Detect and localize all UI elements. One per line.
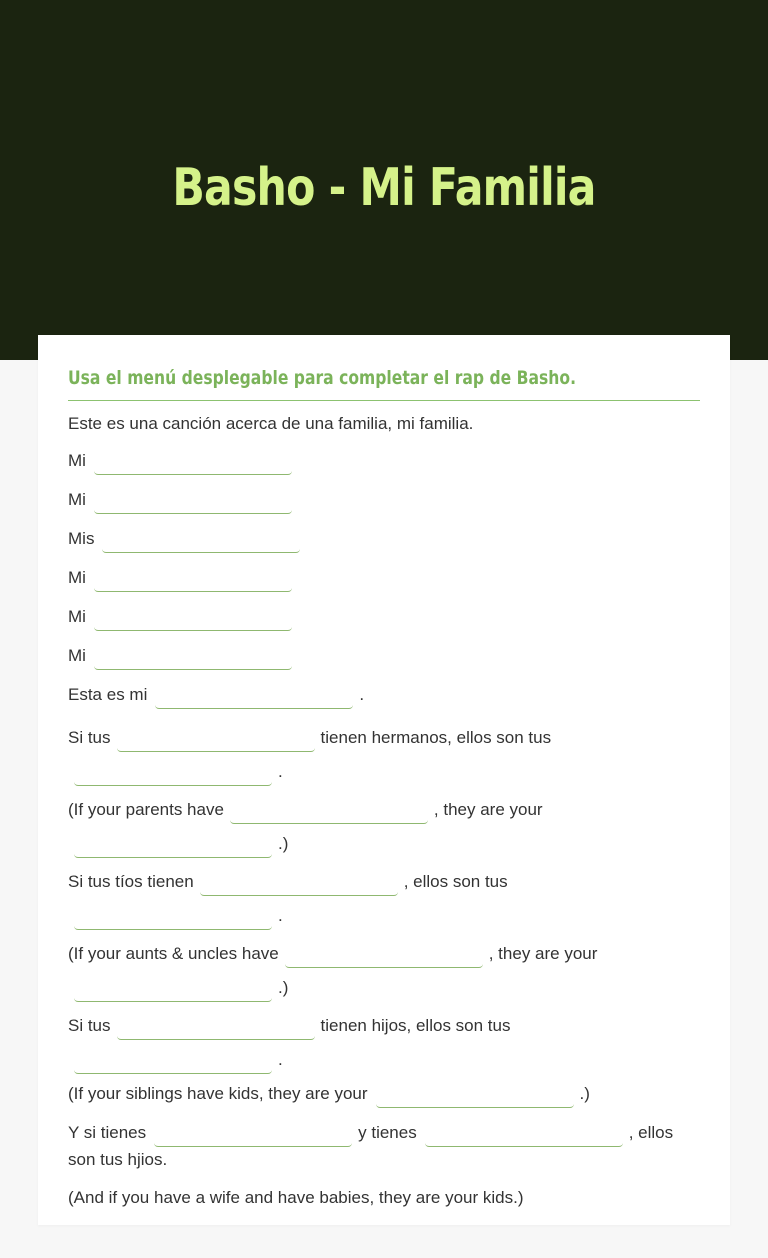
- instruction-heading: Usa el menú desplegable para completar el rap de Basho.: [68, 367, 577, 389]
- dropdown-15[interactable]: [74, 979, 272, 1002]
- dropdown-20[interactable]: [425, 1124, 623, 1147]
- lyric-if-aunts: (If your aunts & uncles have , they are your .): [68, 937, 700, 1005]
- dropdown-17[interactable]: [74, 1051, 272, 1074]
- lyric-line-1: Mi: [68, 448, 700, 475]
- dropdown-11[interactable]: [74, 835, 272, 858]
- page-title: Basho - Mi Familia: [172, 158, 596, 218]
- lyric-if-parents: (If your parents have , they are your .): [68, 793, 700, 861]
- lyric-line-3: Mis: [68, 526, 700, 553]
- lyric-si-tus-tios: Si tus tíos tienen , ellos son tus .: [68, 865, 700, 933]
- worksheet-card: [38, 335, 730, 1225]
- closing-text: (And if you have a wife and have babies, they are your kids.): [68, 1188, 524, 1207]
- dropdown-13[interactable]: [74, 907, 272, 930]
- dropdown-3[interactable]: [102, 530, 300, 553]
- dropdown-2[interactable]: [94, 491, 292, 514]
- lyric-esta-es-mi: Esta es mi .: [68, 682, 700, 709]
- lyric-line-6: Mi: [68, 643, 700, 670]
- lyric-line-5: Mi: [68, 604, 700, 631]
- dropdown-18[interactable]: [376, 1085, 574, 1108]
- dropdown-10[interactable]: [230, 801, 428, 824]
- dropdown-16[interactable]: [117, 1017, 315, 1040]
- lyric-si-tus-hermanos: Si tus tienen hermanos, ellos son tus .: [68, 721, 700, 789]
- lyric-y-si-tienes: Y si tienes y tienes , ellos son tus hjios.: [68, 1123, 674, 1169]
- dropdown-8[interactable]: [117, 729, 315, 752]
- divider: [68, 400, 700, 401]
- dropdown-6[interactable]: [94, 647, 292, 670]
- dropdown-5[interactable]: [94, 608, 292, 631]
- intro-text: Este es una canción acerca de una familia, mi familia.: [68, 414, 474, 433]
- lyric-line-4: Mi: [68, 565, 700, 592]
- hero-banner: [0, 0, 768, 360]
- dropdown-7[interactable]: [155, 686, 353, 709]
- lyric-if-siblings: (If your siblings have kids, they are your .): [68, 1081, 700, 1108]
- dropdown-12[interactable]: [200, 873, 398, 896]
- dropdown-1[interactable]: [94, 452, 292, 475]
- dropdown-9[interactable]: [74, 763, 272, 786]
- dropdown-4[interactable]: [94, 569, 292, 592]
- dropdown-19[interactable]: [154, 1124, 352, 1147]
- lyric-line-2: Mi: [68, 487, 700, 514]
- dropdown-14[interactable]: [285, 945, 483, 968]
- lyric-si-tus-hijos: Si tus tienen hijos, ellos son tus .: [68, 1009, 700, 1077]
